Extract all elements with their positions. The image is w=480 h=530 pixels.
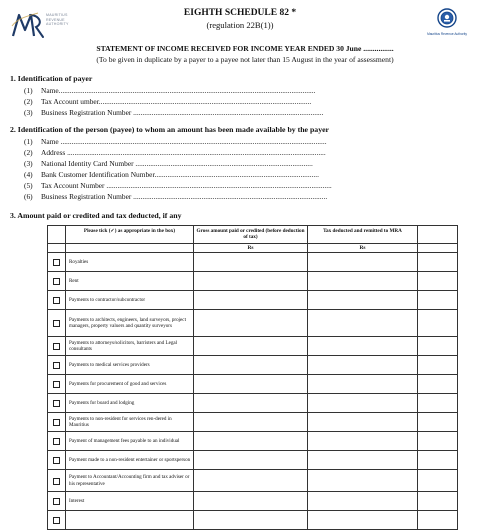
line-number: (2) <box>24 97 33 106</box>
tick-checkbox[interactable] <box>53 278 60 285</box>
table-row <box>48 413 458 432</box>
line-number: (3) <box>24 108 33 117</box>
gross-amount-cell[interactable] <box>194 451 308 470</box>
header-extra-cell <box>418 226 458 244</box>
tick-checkbox[interactable] <box>53 457 60 464</box>
blank-cell <box>48 244 66 253</box>
line-number: (3) <box>24 159 33 168</box>
gross-amount-cell[interactable] <box>194 356 308 375</box>
payment-type-label: Payments for procurement of good and services <box>66 375 194 394</box>
payment-type-label: Payments to non-resident for services ren-dered in Mauritius <box>66 413 194 432</box>
gross-amount-cell[interactable] <box>194 375 308 394</box>
field-label: Address ............................................................................................................................................ <box>41 148 326 157</box>
extra-cell <box>418 470 458 492</box>
tax-deducted-cell[interactable] <box>308 356 418 375</box>
gross-amount-cell[interactable] <box>194 432 308 451</box>
tax-deducted-cell[interactable] <box>308 310 418 337</box>
extra-cell <box>418 492 458 511</box>
gross-amount-cell[interactable] <box>194 253 308 272</box>
tick-cell[interactable] <box>48 451 66 470</box>
payment-type-label: Rent <box>66 272 194 291</box>
table-row <box>48 451 458 470</box>
field-label: Tax Account umber................................................................................................................... <box>41 97 312 106</box>
section-1-heading: 1. Identification of payer <box>10 74 93 83</box>
col-header-gross: Gross amount paid or credited (before deduction of tax) <box>194 226 308 244</box>
payment-type-label: Royalties <box>66 253 194 272</box>
payee-address-field[interactable] <box>24 148 326 157</box>
gross-amount-cell[interactable] <box>194 394 308 413</box>
blank-cell <box>66 244 194 253</box>
gross-amount-cell[interactable] <box>194 310 308 337</box>
payer-tan-field[interactable] <box>24 97 311 106</box>
gross-amount-cell[interactable] <box>194 337 308 356</box>
line-number: (5) <box>24 181 33 190</box>
statement-instruction: (To be given in duplicate by a payer to a payee not later than 15 August in the year of assessment) <box>96 55 394 64</box>
tax-deducted-cell[interactable] <box>308 492 418 511</box>
tick-cell[interactable] <box>48 375 66 394</box>
gross-amount-cell[interactable] <box>194 413 308 432</box>
payment-type-label: Payments to attorneys/solicitors, barristers and Legal consultants <box>66 337 194 356</box>
tax-deducted-cell[interactable] <box>308 272 418 291</box>
line-number: (4) <box>24 170 33 179</box>
header-blank-cell <box>48 226 66 244</box>
gross-amount-cell[interactable] <box>194 272 308 291</box>
tax-currency: Rs <box>308 244 418 253</box>
schedule-title: EIGHTH SCHEDULE 82 * <box>183 8 297 18</box>
tick-cell[interactable] <box>48 291 66 310</box>
extra-cell <box>418 451 458 470</box>
gross-amount-cell[interactable] <box>194 511 308 530</box>
tax-deducted-cell[interactable] <box>308 451 418 470</box>
extra-cell <box>418 310 458 337</box>
extra-cell <box>418 432 458 451</box>
mra-seal <box>425 8 469 44</box>
table-row <box>48 375 458 394</box>
tick-checkbox[interactable] <box>53 517 60 524</box>
payments-table <box>47 225 458 530</box>
payment-type-label: Payment made to a non-resident entertainer or sportsperson <box>66 451 194 470</box>
tick-cell[interactable] <box>48 356 66 375</box>
tick-cell[interactable] <box>48 394 66 413</box>
extra-cell <box>418 511 458 530</box>
field-label: Business Registration Number ......................................................................................................... <box>41 192 328 201</box>
field-label: Name ................................................................................................................................................ <box>41 137 327 146</box>
extra-cell <box>418 337 458 356</box>
mra-logo-mark <box>10 10 46 40</box>
tick-checkbox[interactable] <box>53 381 60 388</box>
table-row <box>48 492 458 511</box>
tick-cell[interactable] <box>48 432 66 451</box>
extra-cell <box>418 375 458 394</box>
extra-cell <box>418 253 458 272</box>
table-row <box>48 291 458 310</box>
payee-nic-field[interactable] <box>24 159 313 168</box>
tick-checkbox[interactable] <box>53 297 60 304</box>
payee-bank-id-field[interactable] <box>24 170 319 179</box>
tick-cell[interactable] <box>48 492 66 511</box>
payment-type-label: Payments to architects, engineers, land surveyors, project managers, property valuers and quantity surveyors <box>66 310 194 337</box>
col-header-tick: Please tick (✓) as appropriate in the box) <box>66 226 194 244</box>
tax-deducted-cell[interactable] <box>308 253 418 272</box>
gross-amount-cell[interactable] <box>194 470 308 492</box>
payment-type-label: Payment to Accountant/Accounting firm and tax adviser or his representative <box>66 470 194 492</box>
extra-cell <box>418 356 458 375</box>
extra-cell <box>418 272 458 291</box>
gross-amount-cell[interactable] <box>194 492 308 511</box>
line-number: (6) <box>24 192 33 201</box>
table-row <box>48 310 458 337</box>
tick-cell[interactable] <box>48 470 66 492</box>
line-number: (1) <box>24 137 33 146</box>
mra-logo-text: MAURITIUS REVENUE AUTHORITY <box>46 13 69 27</box>
tick-checkbox[interactable] <box>53 343 60 350</box>
tax-deducted-cell[interactable] <box>308 337 418 356</box>
payment-rows <box>48 253 458 530</box>
tick-cell[interactable] <box>48 253 66 272</box>
table-row <box>48 511 458 530</box>
field-label: Name........................................................................................................................................... <box>41 86 316 95</box>
table-row <box>48 253 458 272</box>
table-row <box>48 432 458 451</box>
tick-cell[interactable] <box>48 310 66 337</box>
tax-deducted-cell[interactable] <box>308 413 418 432</box>
tax-deducted-cell[interactable] <box>308 291 418 310</box>
tick-checkbox[interactable] <box>53 419 60 426</box>
payment-type-label: Payments to medical services providers <box>66 356 194 375</box>
mra-logo <box>10 10 80 40</box>
tick-checkbox[interactable] <box>53 362 60 369</box>
payer-name-field[interactable] <box>24 86 315 95</box>
line-number: (1) <box>24 86 33 95</box>
field-label: Bank Customer Identification Number......................................................................................... <box>41 170 319 179</box>
blank-cell <box>418 244 458 253</box>
tax-deducted-cell[interactable] <box>308 470 418 492</box>
gross-currency: Rs <box>194 244 308 253</box>
tick-checkbox[interactable] <box>53 320 60 327</box>
payment-type-label: Payments for board and lodging <box>66 394 194 413</box>
payee-name-field[interactable] <box>24 137 327 146</box>
tick-cell[interactable] <box>48 337 66 356</box>
seal-icon <box>437 8 457 28</box>
payer-brn-field[interactable] <box>24 108 323 117</box>
line-number: (2) <box>24 148 33 157</box>
table-row <box>48 337 458 356</box>
gross-amount-cell[interactable] <box>194 291 308 310</box>
payment-type-label: Interest <box>66 492 194 511</box>
payment-type-label: Payments to contractor/subcontractor <box>66 291 194 310</box>
tax-deducted-cell[interactable] <box>308 432 418 451</box>
tick-checkbox[interactable] <box>53 259 60 266</box>
tick-checkbox[interactable] <box>53 478 60 485</box>
extra-cell <box>418 413 458 432</box>
table-header-row <box>48 226 458 244</box>
section-3-heading: 3. Amount paid or credited and tax deducted, if any <box>10 211 182 220</box>
table-row <box>48 394 458 413</box>
tax-deducted-cell[interactable] <box>308 511 418 530</box>
col-header-tax: Tax deducted and remitted to MRA <box>308 226 418 244</box>
statement-heading: STATEMENT OF INCOME RECEIVED FOR INCOME YEAR ENDED 30 June ................ <box>96 44 394 53</box>
extra-cell <box>418 394 458 413</box>
table-row <box>48 356 458 375</box>
tick-cell[interactable] <box>48 413 66 432</box>
payment-type-label <box>66 511 194 530</box>
tick-cell[interactable] <box>48 511 66 530</box>
schedule-subtitle: (regulation 22B(1)) <box>206 20 274 30</box>
table-row <box>48 272 458 291</box>
payee-tan-field[interactable] <box>24 181 332 190</box>
tick-cell[interactable] <box>48 272 66 291</box>
currency-row <box>48 244 458 253</box>
tick-checkbox[interactable] <box>53 498 60 505</box>
tax-deducted-cell[interactable] <box>308 375 418 394</box>
field-label: Business Registration Number ....................................................................................................... <box>41 108 324 117</box>
tick-checkbox[interactable] <box>53 438 60 445</box>
field-label: Tax Account Number .......................................................................................................................... <box>41 181 332 190</box>
payment-type-label: Payment of management fees payable to an individual <box>66 432 194 451</box>
payee-brn-field[interactable] <box>24 192 327 201</box>
section-2-heading: 2. Identification of the person (payee) to whom an amount has been made available by the payer <box>10 125 330 134</box>
field-label: National Identity Card Number ................................................................................................ <box>41 159 313 168</box>
table-row <box>48 470 458 492</box>
tick-checkbox[interactable] <box>53 400 60 407</box>
seal-text: Mauritius Revenue Authority <box>427 32 467 36</box>
tax-deducted-cell[interactable] <box>308 394 418 413</box>
extra-cell <box>418 291 458 310</box>
